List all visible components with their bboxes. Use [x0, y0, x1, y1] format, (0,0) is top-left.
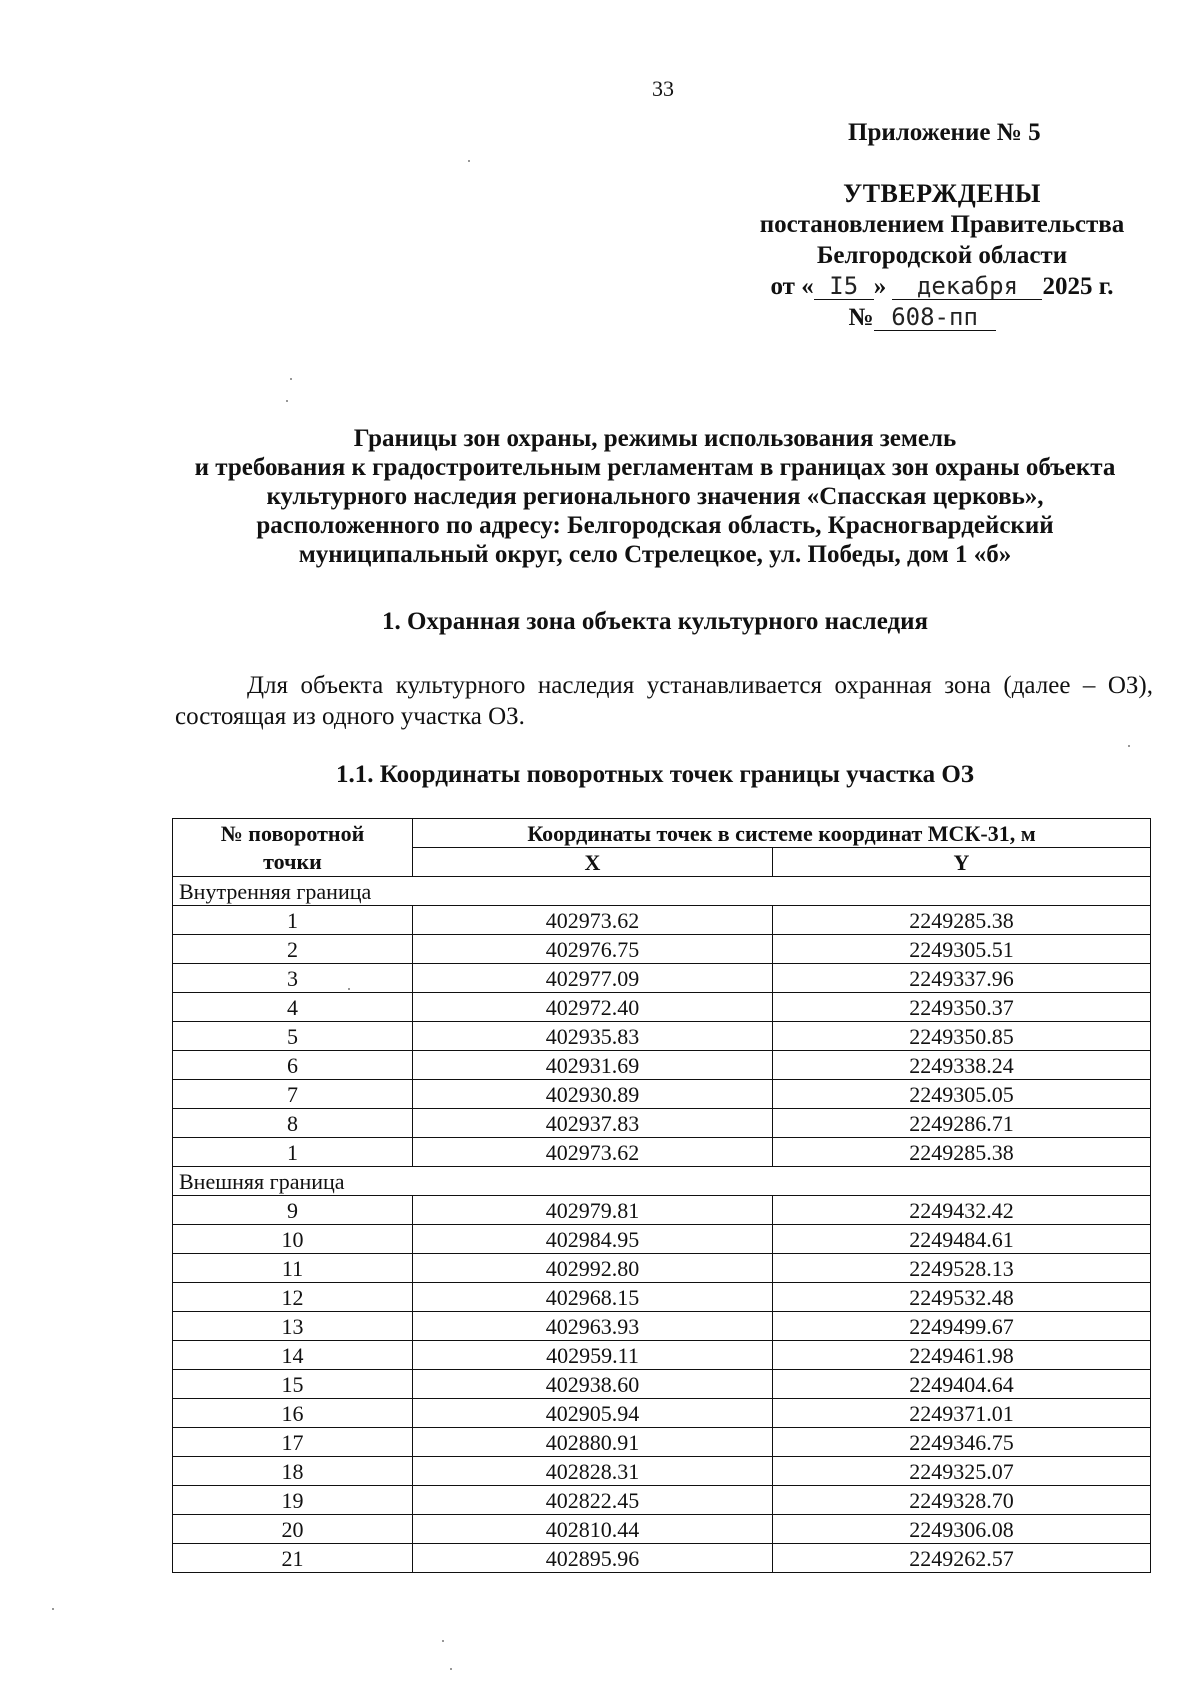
x-coordinate-cell: 402937.83	[413, 1109, 773, 1138]
col-x-header: X	[413, 848, 773, 877]
point-number-cell: 1	[173, 906, 413, 935]
decree-number: 608-пп	[874, 304, 996, 331]
x-coordinate-cell: 402895.96	[413, 1544, 773, 1573]
subsection-heading: 1.1. Координаты поворотных точек границы участка ОЗ	[336, 761, 974, 788]
x-coordinate-cell: 402810.44	[413, 1515, 773, 1544]
y-coordinate-cell: 2249528.13	[773, 1254, 1151, 1283]
title-line: и требования к градостроительным регламентам в границах зон охраны объекта	[194, 454, 1116, 481]
x-coordinate-cell: 402968.15	[413, 1283, 773, 1312]
point-number-cell: 4	[173, 993, 413, 1022]
y-coordinate-cell: 2249305.51	[773, 935, 1151, 964]
point-number-cell: 15	[173, 1370, 413, 1399]
point-number-cell: 21	[173, 1544, 413, 1573]
appendix-label: Приложение № 5	[848, 119, 1041, 146]
approval-title: УТВЕРЖДЕНЫ	[843, 179, 1041, 208]
y-coordinate-cell: 2249432.42	[773, 1196, 1151, 1225]
table-section-row	[173, 877, 1151, 906]
point-number-cell: 19	[173, 1486, 413, 1515]
y-coordinate-cell: 2249484.61	[773, 1225, 1151, 1254]
section-label: Внутренняя граница	[173, 877, 1151, 906]
y-coordinate-cell: 2249338.24	[773, 1051, 1151, 1080]
point-number-cell: 2	[173, 935, 413, 964]
table-row	[173, 1399, 1151, 1428]
y-coordinate-cell: 2249305.05	[773, 1080, 1151, 1109]
title-line: расположенного по адресу: Белгородская область, Красногвардейский	[256, 512, 1054, 539]
table-row	[173, 1022, 1151, 1051]
x-coordinate-cell: 402972.40	[413, 993, 773, 1022]
y-coordinate-cell: 2249371.01	[773, 1399, 1151, 1428]
point-number-cell: 7	[173, 1080, 413, 1109]
title-line: муниципальный округ, село Стрелецкое, ул. Победы, дом 1 «б»	[298, 541, 1012, 568]
y-coordinate-cell: 2249306.08	[773, 1515, 1151, 1544]
title-line: Границы зон охраны, режимы использования земель	[353, 425, 957, 452]
table-row	[173, 1341, 1151, 1370]
table-row	[173, 1312, 1151, 1341]
x-coordinate-cell: 402959.11	[413, 1341, 773, 1370]
point-number-cell: 5	[173, 1022, 413, 1051]
point-number-cell: 16	[173, 1399, 413, 1428]
date-year: 2025 г.	[1042, 273, 1114, 300]
y-coordinate-cell: 2249350.37	[773, 993, 1151, 1022]
table-row	[173, 1544, 1151, 1573]
point-number-cell: 20	[173, 1515, 413, 1544]
table-row	[173, 1254, 1151, 1283]
table-row	[173, 993, 1151, 1022]
x-coordinate-cell: 402984.95	[413, 1225, 773, 1254]
point-number-cell: 1	[173, 1138, 413, 1167]
table-row	[173, 906, 1151, 935]
table-row	[173, 1196, 1151, 1225]
table-body	[173, 877, 1151, 1573]
point-number-cell: 8	[173, 1109, 413, 1138]
y-coordinate-cell: 2249499.67	[773, 1312, 1151, 1341]
point-number-cell: 14	[173, 1341, 413, 1370]
col-y-header: Y	[773, 848, 1151, 877]
approval-line-1: постановлением Правительства	[759, 211, 1125, 238]
body-paragraph	[175, 670, 1153, 732]
point-number-cell: 13	[173, 1312, 413, 1341]
point-number-cell: 12	[173, 1283, 413, 1312]
section-label: Внешняя граница	[173, 1167, 1151, 1196]
x-coordinate-cell: 402880.91	[413, 1428, 773, 1457]
y-coordinate-cell: 2249286.71	[773, 1109, 1151, 1138]
x-coordinate-cell: 402976.75	[413, 935, 773, 964]
table-row	[173, 1138, 1151, 1167]
date-mid: »	[873, 273, 887, 300]
section-heading: 1. Охранная зона объекта культурного наследия	[381, 608, 929, 635]
table-row	[173, 1457, 1151, 1486]
table-section-row	[173, 1167, 1151, 1196]
table-row	[173, 935, 1151, 964]
col-coords-header: Координаты точек в системе координат МСК-31, м	[413, 819, 1151, 848]
table-row	[173, 1109, 1151, 1138]
y-coordinate-cell: 2249350.85	[773, 1022, 1151, 1051]
coordinates-table	[172, 818, 1151, 1573]
document-title	[160, 424, 1150, 569]
x-coordinate-cell: 402905.94	[413, 1399, 773, 1428]
approval-block	[752, 178, 1132, 333]
table-row	[173, 1283, 1151, 1312]
date-day: I5	[814, 273, 874, 300]
table-row	[173, 1080, 1151, 1109]
page-number: 33	[652, 76, 674, 101]
x-coordinate-cell: 402963.93	[413, 1312, 773, 1341]
y-coordinate-cell: 2249325.07	[773, 1457, 1151, 1486]
body-text: Для объекта культурного наследия устанавливается охранная зона (далее – ОЗ), состоящая из одного участка ОЗ.	[175, 672, 1153, 730]
table-row	[173, 1370, 1151, 1399]
title-line: культурного наследия регионального значения «Спасская церковь»,	[266, 483, 1044, 510]
table-row	[173, 964, 1151, 993]
y-coordinate-cell: 2249346.75	[773, 1428, 1151, 1457]
x-coordinate-cell: 402973.62	[413, 1138, 773, 1167]
y-coordinate-cell: 2249461.98	[773, 1341, 1151, 1370]
approval-date-line	[752, 271, 1132, 302]
point-number-cell: 3	[173, 964, 413, 993]
date-month: декабря	[892, 273, 1042, 300]
x-coordinate-cell: 402973.62	[413, 906, 773, 935]
x-coordinate-cell: 402977.09	[413, 964, 773, 993]
table-row	[173, 1225, 1151, 1254]
y-coordinate-cell: 2249532.48	[773, 1283, 1151, 1312]
y-coordinate-cell: 2249262.57	[773, 1544, 1151, 1573]
date-prefix: от «	[770, 273, 814, 300]
col-point-header: № поворотной точки	[173, 819, 413, 877]
x-coordinate-cell: 402822.45	[413, 1486, 773, 1515]
x-coordinate-cell: 402930.89	[413, 1080, 773, 1109]
x-coordinate-cell: 402935.83	[413, 1022, 773, 1051]
table-row	[173, 1486, 1151, 1515]
table-row	[173, 1051, 1151, 1080]
x-coordinate-cell: 402979.81	[413, 1196, 773, 1225]
number-prefix: №	[848, 304, 874, 331]
y-coordinate-cell: 2249328.70	[773, 1486, 1151, 1515]
point-number-cell: 10	[173, 1225, 413, 1254]
y-coordinate-cell: 2249285.38	[773, 1138, 1151, 1167]
y-coordinate-cell: 2249285.38	[773, 906, 1151, 935]
point-number-cell: 6	[173, 1051, 413, 1080]
approval-line-2: Белгородской области	[816, 242, 1068, 269]
point-number-cell: 18	[173, 1457, 413, 1486]
table-row	[173, 1515, 1151, 1544]
approval-number-line	[752, 302, 1132, 333]
table-row	[173, 1428, 1151, 1457]
y-coordinate-cell: 2249337.96	[773, 964, 1151, 993]
point-number-cell: 9	[173, 1196, 413, 1225]
x-coordinate-cell: 402931.69	[413, 1051, 773, 1080]
x-coordinate-cell: 402992.80	[413, 1254, 773, 1283]
point-number-cell: 17	[173, 1428, 413, 1457]
y-coordinate-cell: 2249404.64	[773, 1370, 1151, 1399]
x-coordinate-cell: 402828.31	[413, 1457, 773, 1486]
point-number-cell: 11	[173, 1254, 413, 1283]
x-coordinate-cell: 402938.60	[413, 1370, 773, 1399]
